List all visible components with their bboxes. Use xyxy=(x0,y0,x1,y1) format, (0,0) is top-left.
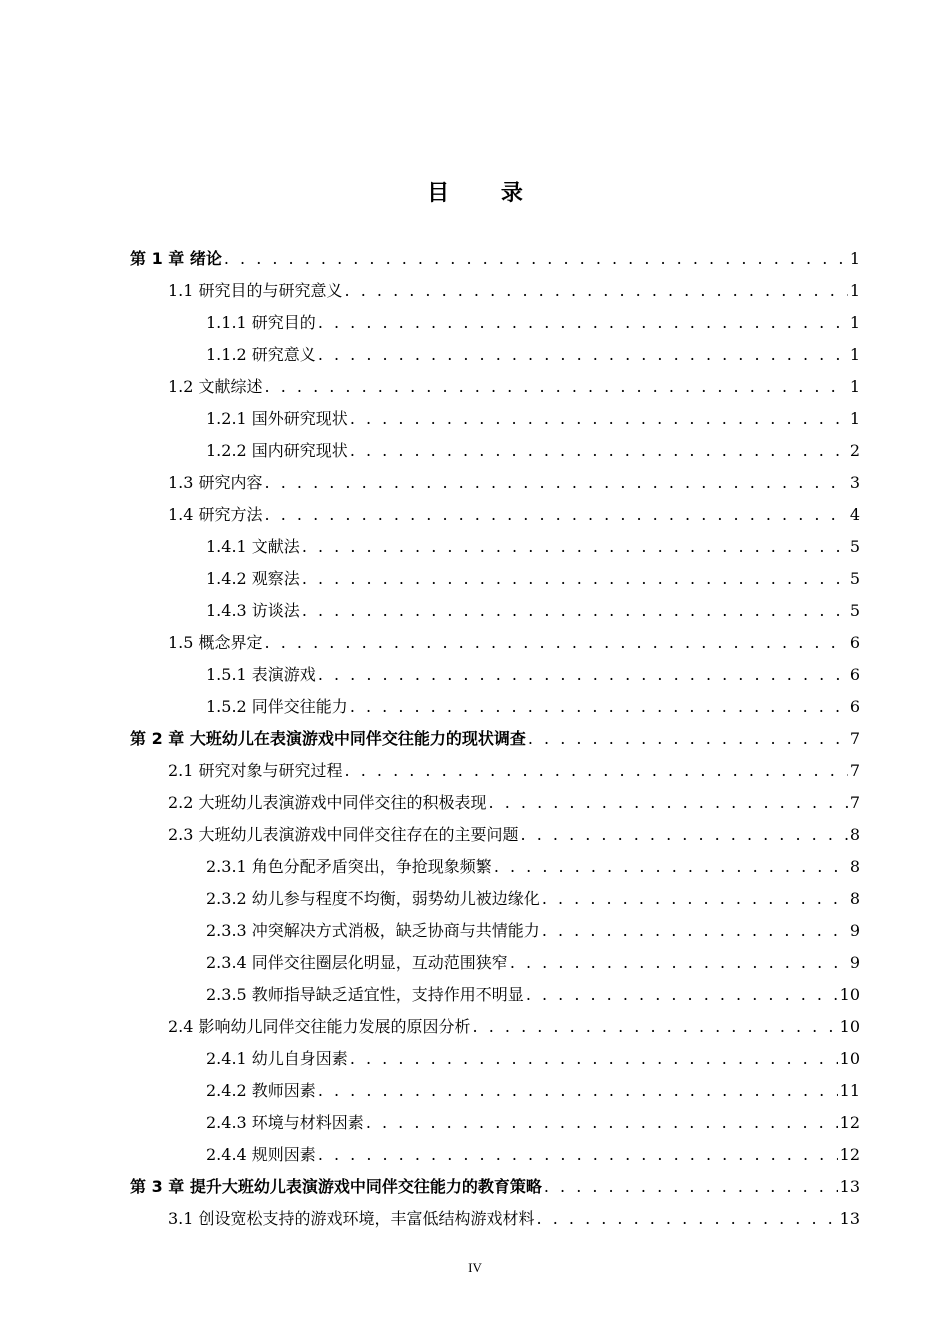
toc-entry-label: 第 2 章 大班幼儿在表演游戏中同伴交往能力的现状调查 xyxy=(130,729,526,748)
toc-entry-page: 1 xyxy=(849,313,860,332)
dot-leader xyxy=(542,883,848,915)
toc-entry-label: 1.1.2 研究意义 xyxy=(206,345,316,364)
dot-leader xyxy=(265,499,848,531)
dot-leader xyxy=(265,627,848,659)
toc-entry-page: 1 xyxy=(849,345,860,364)
dot-leader xyxy=(350,1043,838,1075)
toc-entry-page: 1 xyxy=(849,377,860,396)
toc-entry-page: 5 xyxy=(849,569,860,588)
toc-entry-label: 3.1 创设宽松支持的游戏环境，丰富低结构游戏材料 xyxy=(168,1209,535,1228)
toc-entry[interactable] xyxy=(130,1011,860,1043)
toc-entry-page: 10 xyxy=(839,1017,860,1036)
dot-leader xyxy=(265,467,848,499)
toc-entry-label: 1.5 概念界定 xyxy=(168,633,263,652)
toc-entry-label: 1.4.1 文献法 xyxy=(206,537,300,556)
dot-leader xyxy=(537,1203,838,1235)
toc-entry-label: 2.3.1 角色分配矛盾突出，争抢现象频繁 xyxy=(206,857,492,876)
dot-leader xyxy=(544,1171,838,1203)
toc-entry-label: 第 1 章 绪论 xyxy=(130,249,222,268)
dot-leader xyxy=(302,595,848,627)
toc-entry[interactable] xyxy=(130,691,860,723)
toc-entry-page: 9 xyxy=(849,921,860,940)
toc-entry-page: 5 xyxy=(849,601,860,620)
toc-entry-label: 2.3.5 教师指导缺乏适宜性，支持作用不明显 xyxy=(206,985,524,1004)
dot-leader xyxy=(494,851,848,883)
dot-leader xyxy=(302,531,848,563)
dot-leader xyxy=(489,787,848,819)
dot-leader xyxy=(265,371,848,403)
toc-entry-label: 2.2 大班幼儿表演游戏中同伴交往的积极表现 xyxy=(168,793,487,812)
toc-entry-page: 4 xyxy=(849,505,860,524)
toc-entry-page: 8 xyxy=(849,889,860,908)
toc-entry-label: 第 3 章 提升大班幼儿表演游戏中同伴交往能力的教育策略 xyxy=(130,1177,542,1196)
toc-entry[interactable] xyxy=(130,883,860,915)
toc-entry-label: 2.4.1 幼儿自身因素 xyxy=(206,1049,348,1068)
toc-entry-page: 13 xyxy=(839,1177,860,1196)
toc-entry[interactable] xyxy=(130,275,860,307)
toc-entry[interactable] xyxy=(130,723,860,755)
toc-entry-page: 11 xyxy=(839,1081,860,1100)
toc-entry[interactable] xyxy=(130,787,860,819)
toc-entry-page: 9 xyxy=(849,953,860,972)
toc-entry-page: 8 xyxy=(849,825,860,844)
toc-entry-label: 2.3.3 冲突解决方式消极，缺乏协商与共情能力 xyxy=(206,921,540,940)
toc-entry-page: 1 xyxy=(849,409,860,428)
toc-entry-label: 2.4 影响幼儿同伴交往能力发展的原因分析 xyxy=(168,1017,471,1036)
toc-entry[interactable] xyxy=(130,1139,860,1171)
toc-entry[interactable] xyxy=(130,307,860,339)
toc-entry-label: 1.4 研究方法 xyxy=(168,505,263,524)
toc-entry[interactable] xyxy=(130,499,860,531)
toc-entry-page: 2 xyxy=(849,441,860,460)
toc-entry-page: 6 xyxy=(849,665,860,684)
dot-leader xyxy=(318,1139,838,1171)
toc-entry[interactable] xyxy=(130,371,860,403)
dot-leader xyxy=(350,691,848,723)
toc-entry-label: 1.4.3 访谈法 xyxy=(206,601,300,620)
toc-entry-label: 2.3.2 幼儿参与程度不均衡，弱势幼儿被边缘化 xyxy=(206,889,540,908)
toc-entry-label: 2.4.4 规则因素 xyxy=(206,1145,316,1164)
toc-entry-label: 1.5.2 同伴交往能力 xyxy=(206,697,348,716)
toc-entry[interactable] xyxy=(130,531,860,563)
toc-entry[interactable] xyxy=(130,627,860,659)
toc-entry-page: 13 xyxy=(839,1209,860,1228)
toc-entry-page: 7 xyxy=(849,793,860,812)
toc-entry-page: 7 xyxy=(849,729,860,748)
toc-entry[interactable] xyxy=(130,243,860,275)
toc-entry-label: 1.1.1 研究目的 xyxy=(206,313,316,332)
dot-leader xyxy=(350,403,848,435)
dot-leader xyxy=(302,563,848,595)
toc-entry[interactable] xyxy=(130,563,860,595)
dot-leader xyxy=(318,659,848,691)
toc-entry-label: 1.1 研究目的与研究意义 xyxy=(168,281,343,300)
dot-leader xyxy=(473,1011,838,1043)
toc-entry[interactable] xyxy=(130,915,860,947)
dot-leader xyxy=(345,755,848,787)
dot-leader xyxy=(526,979,838,1011)
toc-entry[interactable] xyxy=(130,819,860,851)
toc-entry-page: 1 xyxy=(849,249,860,268)
toc-entry[interactable] xyxy=(130,1075,860,1107)
toc-entry-label: 2.4.3 环境与材料因素 xyxy=(206,1113,364,1132)
toc-entry[interactable] xyxy=(130,1043,860,1075)
dot-leader xyxy=(542,915,848,947)
toc-entry-page: 10 xyxy=(839,985,860,1004)
dot-leader xyxy=(318,307,848,339)
toc-entry-label: 1.2.1 国外研究现状 xyxy=(206,409,348,428)
dot-leader xyxy=(510,947,848,979)
dot-leader xyxy=(318,339,848,371)
toc-entry-label: 1.5.1 表演游戏 xyxy=(206,665,316,684)
toc-entry-page: 6 xyxy=(849,633,860,652)
toc-entry-page: 7 xyxy=(849,761,860,780)
toc-entry-page: 12 xyxy=(839,1145,860,1164)
toc-entry[interactable] xyxy=(130,1171,860,1203)
dot-leader xyxy=(318,1075,838,1107)
toc-entry-label: 2.1 研究对象与研究过程 xyxy=(168,761,343,780)
toc-entry[interactable] xyxy=(130,467,860,499)
toc-entry-page: 12 xyxy=(839,1113,860,1132)
toc-entry-label: 1.4.2 观察法 xyxy=(206,569,300,588)
dot-leader xyxy=(350,435,848,467)
table-of-contents xyxy=(130,243,860,1235)
toc-entry[interactable] xyxy=(130,979,860,1011)
toc-entry-label: 2.4.2 教师因素 xyxy=(206,1081,316,1100)
dot-leader xyxy=(224,243,848,275)
toc-entry-page: 10 xyxy=(839,1049,860,1068)
dot-leader xyxy=(345,275,848,307)
toc-entry[interactable] xyxy=(130,1203,860,1235)
toc-entry-page: 6 xyxy=(849,697,860,716)
page-number: IV xyxy=(468,1260,482,1275)
toc-entry-label: 1.3 研究内容 xyxy=(168,473,263,492)
toc-entry-label: 1.2.2 国内研究现状 xyxy=(206,441,348,460)
toc-entry[interactable] xyxy=(130,755,860,787)
toc-entry[interactable] xyxy=(130,435,860,467)
toc-entry-label: 2.3.4 同伴交往圈层化明显，互动范围狭窄 xyxy=(206,953,508,972)
dot-leader xyxy=(528,723,848,755)
toc-entry-page: 1 xyxy=(849,281,860,300)
toc-entry-page: 5 xyxy=(849,537,860,556)
toc-entry-page: 3 xyxy=(849,473,860,492)
toc-entry[interactable] xyxy=(130,339,860,371)
dot-leader xyxy=(366,1107,838,1139)
toc-entry[interactable] xyxy=(130,947,860,979)
toc-entry[interactable] xyxy=(130,595,860,627)
toc-entry[interactable] xyxy=(130,403,860,435)
toc-entry-label: 2.3 大班幼儿表演游戏中同伴交往存在的主要问题 xyxy=(168,825,519,844)
toc-entry-page: 8 xyxy=(849,857,860,876)
toc-entry[interactable] xyxy=(130,659,860,691)
toc-entry[interactable] xyxy=(130,1107,860,1139)
toc-entry-label: 1.2 文献综述 xyxy=(168,377,263,396)
toc-title: 目 录 xyxy=(427,181,545,206)
toc-entry[interactable] xyxy=(130,851,860,883)
dot-leader xyxy=(521,819,848,851)
